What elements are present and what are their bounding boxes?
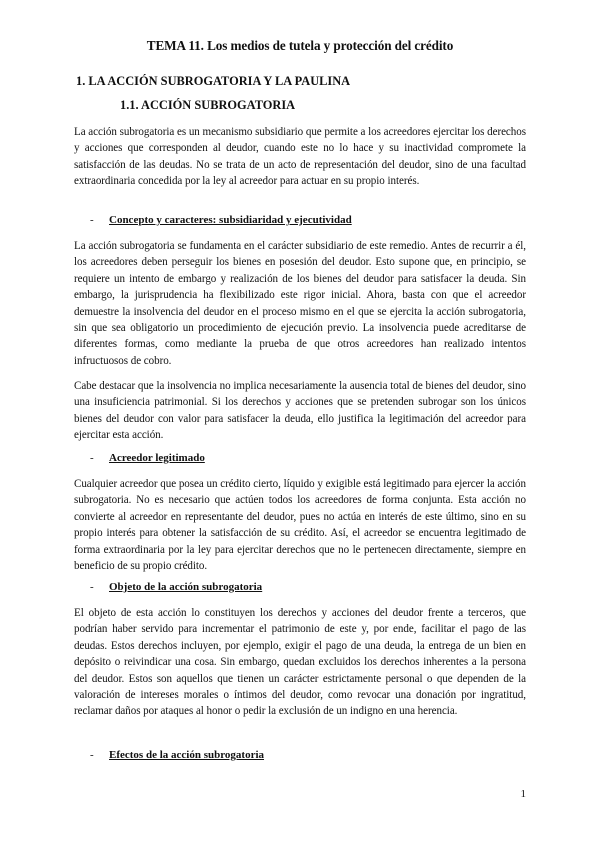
bullet-dash: - xyxy=(90,452,94,464)
concepto-paragraph-2: Cabe destacar que la insolvencia no implica necesariamente la ausencia total de bienes del deudor, sino una insuficiencia patrimonial. Si los derechos y acciones que se pretenden subrogar son los únicos bienes del deudor con valor para satisfacer la deuda, ello justifica la legitimación del acreedor para ejercitar esta acción. xyxy=(74,380,526,442)
acreedor-paragraph: Cualquier acreedor que posea un crédito cierto, líquido y exigible está legitimado para ejercer la acción subrogatoria. No es necesario que actúen todos los acreedores de forma conjunta. Esta acción no convierte al acreedor en representante del deudor, pues no actúa en interés de este último, sino en su propio interés para obtener la satisfacción de su crédito. Así, el acreedor se encuentra legitimado de forma extraordinaria por la ley para ejercitar derechos que no le pertenecen directamente, siempre en beneficio de su propio crédito. xyxy=(74,478,526,573)
page-number: 1 xyxy=(520,788,526,800)
bullet-label: Objeto de la acción subrogatoria xyxy=(109,581,263,593)
bullet-dash: - xyxy=(90,749,94,761)
intro-paragraph: La acción subrogatoria es un mecanismo subsidiario que permite a los acreedores ejercitar los derechos y acciones que corresponden al deudor, cuando este no lo hace y su inactividad compromete la satisfacción de las deudas. No se trata de un acto de representación del deudor, sino de una facultad extraordinaria concedida por la ley al acreedor para actuar en su propio interés. xyxy=(74,126,526,188)
bullet-efectos xyxy=(90,749,264,761)
bullet-acreedor xyxy=(90,452,205,464)
bullet-concepto xyxy=(90,214,352,226)
concepto-paragraph-1: La acción subrogatoria se fundamenta en el carácter subsidiario de este remedio. Antes de recurrir a él, los acreedores deben perseguir los bienes en posesión del deudor. Esto supone que, en principio, se requiere un intento de embargo y realización de los bienes del deudor para satisfacer la deuda. Sin embargo, la jurisprudencia ha flexibilizado este rigor inicial. Ahora, basta con que el acreedor demuestre la insolvencia del deudor en el proceso mismo en el que se ejercita la acción subrogatoria, sin que sea obligatorio un procedimiento de ejecución previo. La insolvencia puede acreditarse de diferentes formas, como mediante la prueba de que otros acreedores han realizado intentos infructuosos de cobro. xyxy=(74,240,526,367)
bullet-label: Efectos de la acción subrogatoria xyxy=(109,749,265,761)
subsection-heading: 1.1. ACCIÓN SUBROGATORIA xyxy=(120,98,296,112)
bullet-label: Concepto y caracteres: subsidiaridad y ejecutividad xyxy=(109,214,352,226)
section-heading: 1. LA ACCIÓN SUBROGATORIA Y LA PAULINA xyxy=(76,74,351,88)
bullet-dash: - xyxy=(90,214,94,226)
bullet-objeto xyxy=(90,581,262,593)
page-title: TEMA 11. Los medios de tutela y protección del crédito xyxy=(146,38,454,53)
objeto-paragraph: El objeto de esta acción lo constituyen los derechos y acciones del deudor frente a terceros, que podrían haber servido para incrementar el patrimonio de este y, por ende, facilitar el pago de las deudas. Estos derechos incluyen, por ejemplo, exigir el pago de una deuda, la entrega de un bien en depósito o reivindicar una cosa. Sin embargo, quedan excluidos los derechos inherentes a la persona del deudor. Estos son aquellos que tienen un carácter estrictamente personal o que dependen de la valoración de intereses morales o íntimos del deudor, como revocar una donación por ingratitud, reclamar daños por ataques al honor o pedir la exclusión de un indigno en una herencia. xyxy=(74,607,526,718)
bullet-label: Acreedor legitimado xyxy=(109,452,205,464)
bullet-dash: - xyxy=(90,581,94,593)
